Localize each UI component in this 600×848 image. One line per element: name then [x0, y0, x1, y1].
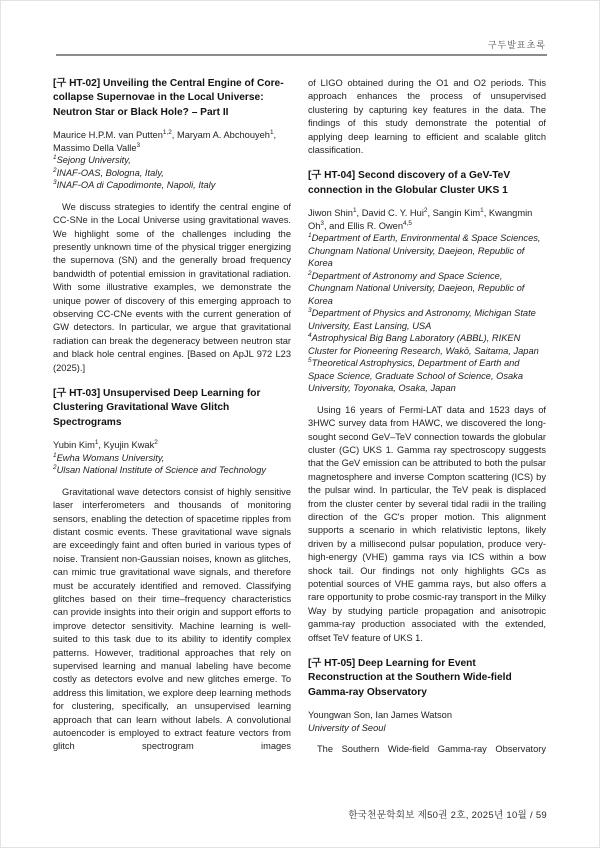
abstract-authors: Maurice H.P.M. van Putten$^{1,2}$, Maryam A. Abchouyeh$^1$, Massimo Della Valle$^3$ — [53, 129, 277, 153]
column-left — [53, 77, 291, 754]
superscript-marker: 2 — [154, 439, 158, 447]
abstract-paragraph: We discuss strategies to identify the central engine of CC-SNe in the Local Universe using gravitational waves. We highlight some of the challenges including the presently unknown time of the physical trigger energizing the supernova (SN) and the generally broad frequency bandwidth of potential emission in gravitational radiation. With some illustrative examples, we demonstrate the unique power of discovery of this emerging approach to observing CC-CNe events with the current generation of GW detectors. In particular, we argue that gravitational radiation can break the degeneracy between neutron star and black hole central engines. [Based on ApJL 972 L23 (2025).] — [53, 201, 291, 373]
superscript-marker: 3 — [53, 179, 57, 187]
page-header-label: 구두발표초록 — [487, 40, 546, 50]
abstract-affiliations — [53, 452, 291, 477]
affiliation-entry: $^2$Department of Astronomy and Space Science, Chungnam National University, Daejeon, Republic of Korea — [308, 269, 525, 306]
superscript-marker: 1 — [53, 154, 57, 162]
abstract-authors: Yubin Kim$^1$, Kyujin Kwak$^2$ — [53, 439, 158, 451]
abstract-title: [구 HT-02] Unveiling the Central Engine of Core-collapse Supernovae in the Local Universe: Neutron Star or Black Hole? – Part II — [53, 78, 284, 118]
superscript-marker: 1 — [94, 439, 99, 447]
affiliation-entry: $^3$INAF-OA di Capodimonte, Napoli, Italy — [53, 179, 216, 191]
superscript-marker: 3 — [136, 141, 141, 149]
abstract-title: [구 HT-05] Deep Learning for Event Reconstruction at the Southern Wide-field Gamma-ray Observatory — [308, 658, 512, 698]
affiliation-entry: University of Seoul — [308, 722, 386, 733]
abstract-paragraph: The Southern Wide-field Gamma-ray Observatory — [317, 744, 546, 755]
superscript-marker: 1 — [269, 129, 274, 137]
affiliation-entry: $^2$INAF-OAS, Bologna, Italy, — [53, 166, 164, 178]
abstract-affiliations — [308, 722, 546, 735]
superscript-marker: 1 — [480, 207, 484, 215]
abstract-affiliations — [308, 232, 546, 395]
superscript-marker: 2 — [308, 269, 312, 277]
header-rule — [56, 54, 547, 56]
page-footer: 한국천문학회보 제50권 2호, 2025년 10월 / 59 — [348, 810, 547, 821]
abstract-paragraph: Gravitational wave detectors consist of highly sensitive laser interferometers and thousands of monitoring sensors, enabling the detection of spacetime ripples from distant cosmic events. These gravitational wave signals are exceedingly faint and often buried in various types of noise. Transient non-Gaussian noises, known as glitches, can mimic true gravitational wave signals, and therefore must be accurately identified and removed. Classifying glitches based on their time–frequency characteristics can provide insights into their origin and support efforts to improve detector sensitivity. Machine learning is well-suited to this task due to its ability to identify complex patterns. However, traditional approaches that rely on supervised learning and manual labeling have become costly as detectors evolve and new glitches emerge. To address this limitation, we explore deep learning methods for clustering, specifically, an unsupervised learning approach that can learn without labels. A convolutional autoencoder is employed to extract feature vectors from glitch spectrogram images — [53, 486, 291, 752]
superscript-marker: 4 — [308, 332, 312, 340]
abstract-affiliations — [53, 154, 291, 192]
affiliation-entry: $^2$Ulsan National Institute of Science and Technology — [53, 464, 267, 476]
superscript-marker: 4,5 — [403, 219, 412, 227]
abstract-paragraph: Using 16 years of Fermi-LAT data and 1523 days of 3HWC survey data from HAWC, we discovered the long-sought second GeV–TeV connection towards the globular cluster (GC) UKS 1. Gamma ray spectroscopy suggests that the GeV emission can be attributed to both the pulsar magnetosphere and inverse Compton scattering (ICS) by the pulsar wind. In particular, the TeV peak is displaced from the cluster center by several tidal radii in the trailing direction of the GC's proper motion. This alignment supports a scenario in which relativistic leptons, likely driven by a millisecond pulsar population, produce very-high-energy (VHE) gamma rays via ICS within a bow shock tail. Our findings not only highlights GCs as potential sources of VHE gamma rays, but also offers a rare opportunity to probe cosmic-ray transport in the Milky Way by studying particle propagation and anisotropic gamma-ray production associated with the extended, offset TeV feature of UKS 1. — [308, 404, 546, 643]
affiliation-entry: $^4$Astrophysical Big Bang Laboratory (ABBL), RIKEN Cluster for Pioneering Research, Wakō, Saitama, Japan — [308, 332, 539, 356]
abstract-authors: Jiwon Shin$^1$, David C. Y. Hui$^2$, Sangin Kim$^1$, Kwangmin Oh$^3$, and Ellis R. Owen$^{4,5}$ — [308, 207, 533, 231]
abstract-title: [구 HT-03] Unsupervised Deep Learning for Clustering Gravitational Wave Glitch Spectrograms — [53, 388, 261, 428]
superscript-marker: 2 — [53, 464, 57, 472]
abstract-authors: Youngwan Son, Ian James Watson — [308, 710, 453, 721]
superscript-marker: 1,2 — [162, 129, 172, 137]
abstract-paragraph: of LIGO obtained during the O1 and O2 periods. This approach enhances the process of unsupervised clustering by capturing key features in the data. The findings of this study demonstrate the potential of applying deep learning to efficient and scalable glitch classification. — [308, 78, 546, 156]
affiliation-entry: $^3$Department of Physics and Astronomy, Michigan State University, East Lansing, USA — [308, 307, 536, 331]
abstract-title: [구 HT-04] Second discovery of a GeV-TeV connection in the Globular Cluster UKS 1 — [308, 170, 511, 196]
superscript-marker: 3 — [320, 219, 324, 227]
affiliation-entry: $^1$Department of Earth, Environmental & Space Sciences, Chungnam National University, Daejeon, Republic of Korea — [308, 232, 541, 269]
superscript-marker: 1 — [308, 232, 312, 240]
affiliation-entry: $^5$Theoretical Astrophysics, Department of Earth and Space Science, Graduate School of Science, Osaka University, Toyonaka, Osaka, Japan — [308, 357, 523, 394]
superscript-marker: 3 — [308, 307, 312, 315]
affiliation-entry: $^1$Ewha Womans University, — [53, 451, 165, 463]
superscript-marker: 1 — [53, 451, 57, 459]
affiliation-entry: $^1$Sejong University, — [53, 154, 131, 166]
superscript-marker: 5 — [308, 357, 312, 365]
superscript-marker: 1 — [352, 207, 357, 215]
superscript-marker: 2 — [423, 207, 428, 215]
column-right — [308, 77, 546, 757]
superscript-marker: 2 — [53, 166, 57, 174]
